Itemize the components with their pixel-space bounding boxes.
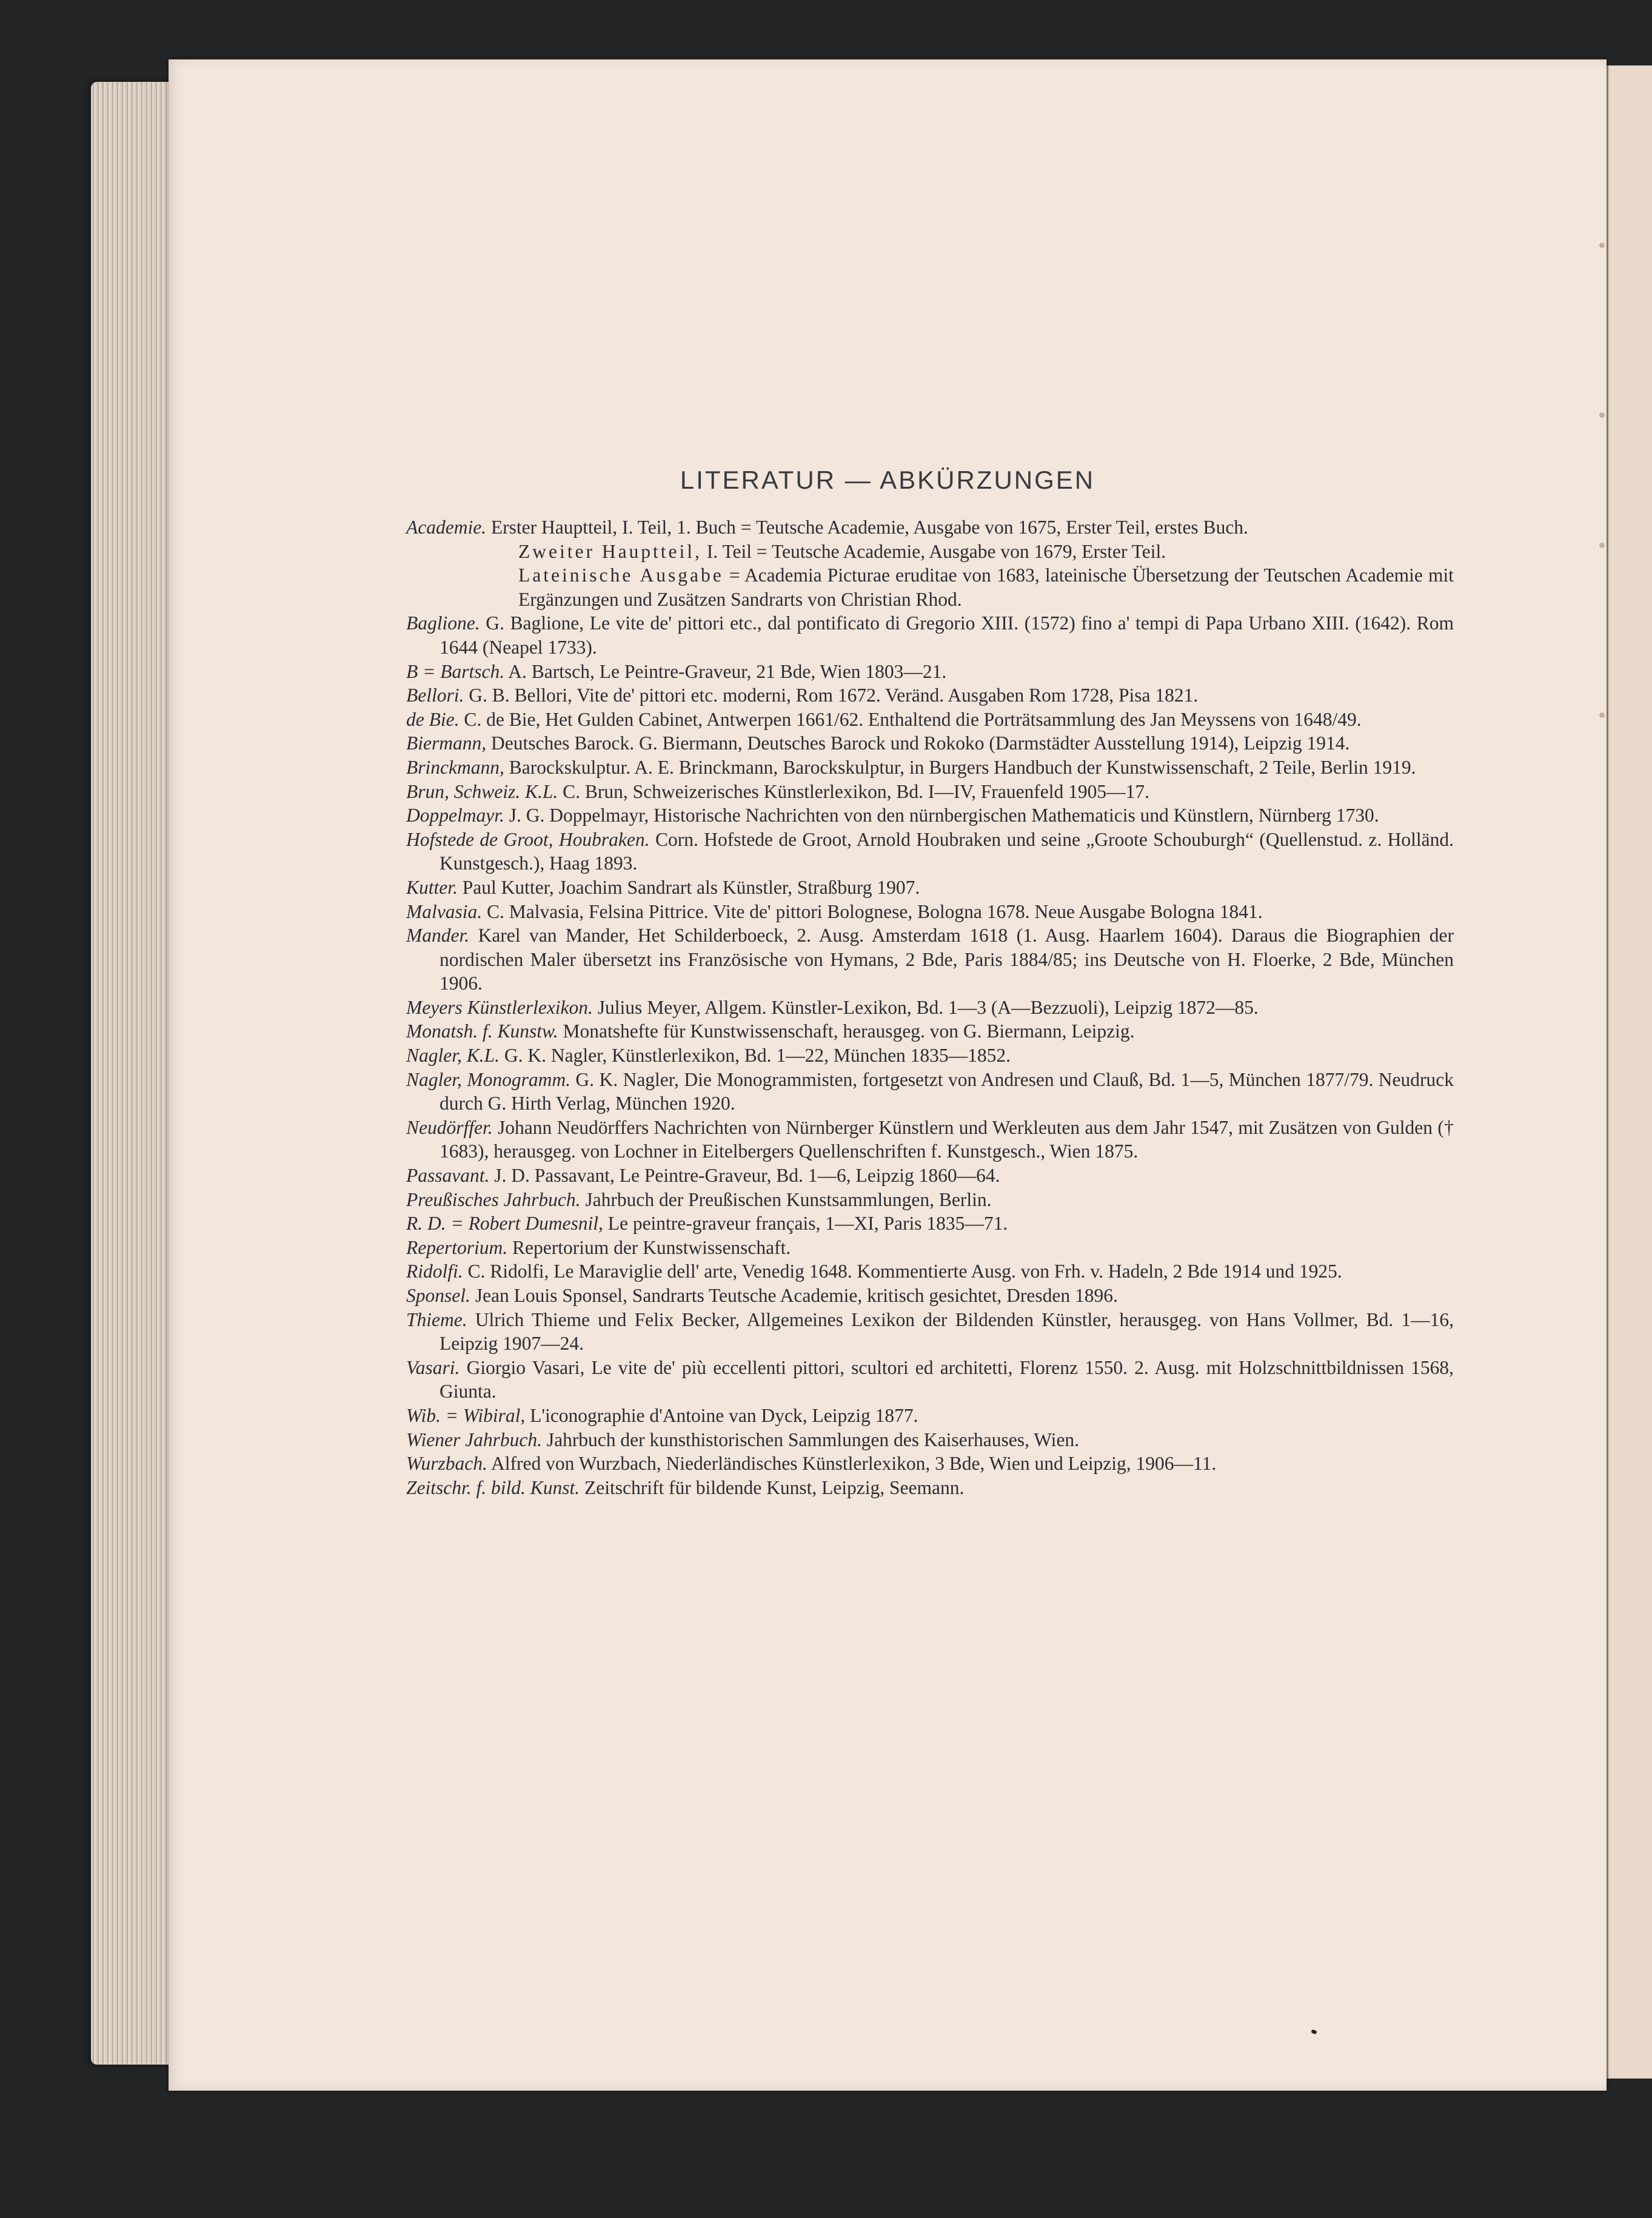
- entry-text: J. D. Passavant, Le Peintre-Graveur, Bd. 1—6, Leipzig 1860—64.: [494, 1165, 1000, 1187]
- entry-abbreviation: Thieme.: [406, 1308, 467, 1330]
- entry-label: Zweiter Hauptteil,: [518, 540, 702, 562]
- entry-text: Repertorium der Kunstwissenschaft.: [512, 1236, 791, 1258]
- entry-abbreviation: Nagler, Monogramm.: [406, 1068, 570, 1090]
- entry-label: Lateinische Ausgabe: [518, 565, 724, 586]
- entry-text: = Academia Picturae eruditae von 1683, lateinische Übersetzung der Teutschen Academie mit Ergänzungen und Zusätzen Sandrarts von Christian Rhod.: [518, 565, 1454, 610]
- entry-text: J. G. Doppelmayr, Historische Nachrichten von den nürnbergischen Mathematicis und Künstlern, Nürnberg 1730.: [509, 805, 1379, 826]
- entry-text: Johann Neudörffers Nachrichten von Nürnberger Künstlern und Werkleuten aus dem Jahr 1547, mit Zusätzen von Gulden († 1683), herausgeg. von Lochner in Eitelbergers Quellenschriften f. Kunstgesch., Wien 1875.: [440, 1116, 1454, 1162]
- entry-abbreviation: Wurzbach.: [406, 1453, 487, 1475]
- entry-abbreviation: Wiener Jahrbuch.: [406, 1429, 542, 1450]
- list-entry: [406, 611, 1454, 659]
- entry-text: Monatshefte für Kunstwissenschaft, herausgeg. von G. Biermann, Leipzig.: [563, 1020, 1135, 1042]
- entry-abbreviation: Mander.: [406, 925, 470, 947]
- entry-abbreviation: Doppelmayr.: [406, 805, 504, 826]
- list-entry: [406, 756, 1454, 780]
- adjacent-page-edge: [1607, 65, 1652, 2079]
- list-entry: [406, 1068, 1454, 1116]
- list-entry: [406, 923, 1454, 996]
- entry-text: Giorgio Vasari, Le vite de' più eccellenti pittori, scultori ed architetti, Florenz 1550. 2. Ausg. mit Holzschnittbildnissen 1568, Giunta.: [440, 1356, 1454, 1402]
- entry-text: G. B. Bellori, Vite de' pittori etc. moderni, Rom 1672. Veränd. Ausgaben Rom 1728, Pisa 1821.: [469, 685, 1199, 706]
- entry-abbreviation: Zeitschr. f. bild. Kunst.: [406, 1476, 580, 1498]
- entry-text: C. Malvasia, Felsina Pittrice. Vite de' pittori Bolognese, Bologna 1678. Neue Ausgabe Bologna 1841.: [486, 900, 1263, 922]
- entry-abbreviation: Monatsh. f. Kunstw.: [406, 1020, 558, 1042]
- entry-text: Alfred von Wurzbach, Niederländisches Künstlerlexikon, 3 Bde, Wien und Leipzig, 1906—11.: [491, 1453, 1217, 1475]
- list-entry: [406, 540, 1454, 564]
- list-entry: [406, 1308, 1454, 1356]
- page-title: LITERATUR — ABKÜRZUNGEN: [680, 466, 1095, 494]
- list-entry: [406, 660, 1454, 684]
- entry-abbreviation: Neudörffer.: [406, 1116, 493, 1138]
- entry-text: Karel van Mander, Het Schilderboeck, 2. Ausg. Amsterdam 1618 (1. Ausg. Haarlem 1604). Daraus die Biographien der nordischen Maler übersetzt ins Französische von Hymans, 2 Bde, Paris 1884/85; ins Deutsche von H. Floerke, 2 Bde, München 1906.: [440, 925, 1454, 994]
- list-entry: [406, 900, 1454, 924]
- list-entry: [406, 1356, 1454, 1404]
- entry-abbreviation: Bellori.: [406, 685, 464, 706]
- paper-speck: [1311, 2029, 1317, 2035]
- entry-abbreviation: de Bie.: [406, 708, 460, 730]
- entry-abbreviation: Sponsel.: [406, 1285, 470, 1306]
- entry-text: Deutsches Barock. G. Biermann, Deutsches Barock und Rokoko (Darmstädter Ausstellung 1914), Leipzig 1914.: [490, 732, 1350, 754]
- entry-text: Corn. Hofstede de Groot, Arnold Houbraken und seine „Groote Schouburgh“ (Quellenstud. z. Holländ. Kunstgesch.), Haag 1893.: [440, 828, 1454, 874]
- entry-abbreviation: Vasari.: [406, 1356, 460, 1378]
- entry-abbreviation: Meyers Künstlerlexikon.: [406, 996, 593, 1018]
- entry-abbreviation: R. D. = Robert Dumesnil,: [406, 1213, 603, 1235]
- list-entry: [406, 1404, 1454, 1428]
- list-entry: [406, 996, 1454, 1020]
- entry-text: Jahrbuch der kunsthistorischen Sammlungen des Kaiserhauses, Wien.: [546, 1429, 1080, 1450]
- entry-text: Erster Hauptteil, I. Teil, 1. Buch = Teutsche Academie, Ausgabe von 1675, Erster Teil, erstes Buch.: [490, 517, 1248, 538]
- list-entry: [406, 683, 1454, 708]
- entry-text: Barockskulptur. A. E. Brinckmann, Barockskulptur, in Burgers Handbuch der Kunstwissenschaft, 2 Teile, Berlin 1919.: [509, 756, 1416, 778]
- list-entry: [406, 1164, 1454, 1188]
- book-page-edges: [91, 82, 176, 2065]
- list-entry: [406, 780, 1454, 804]
- entry-abbreviation: Repertorium.: [406, 1236, 508, 1258]
- list-entry: [406, 1211, 1454, 1236]
- entry-abbreviation: Wib. = Wibiral,: [406, 1404, 526, 1426]
- list-entry: [406, 1476, 1454, 1500]
- binding-thread-mark: [1599, 543, 1605, 548]
- entry-abbreviation: Academie.: [406, 517, 487, 538]
- list-entry: [406, 563, 1454, 611]
- entry-text: Jean Louis Sponsel, Sandrarts Teutsche Academie, kritisch gesichtet, Dresden 1896.: [475, 1285, 1118, 1306]
- list-entry: [406, 708, 1454, 732]
- entry-abbreviation: B = Bartsch.: [406, 660, 505, 682]
- entry-text: G. Baglione, Le vite de' pittori etc., dal pontificato di Gregorio XIII. (1572) fino a' tempi di Papa Urbano XIII. (1642). Rom 1644 (Neapel 1733).: [440, 612, 1454, 658]
- entry-text: L'iconographie d'Antoine van Dyck, Leipzig 1877.: [530, 1404, 918, 1426]
- entry-abbreviation: Biermann,: [406, 732, 487, 754]
- list-entry: [406, 1428, 1454, 1452]
- list-entry: [406, 1284, 1454, 1308]
- entry-abbreviation: Brun, Schweiz. K.L.: [406, 780, 558, 802]
- entry-abbreviation: Passavant.: [406, 1165, 490, 1187]
- list-entry: [406, 1044, 1454, 1068]
- list-entry: [406, 731, 1454, 756]
- entry-abbreviation: Ridolfi.: [406, 1261, 463, 1282]
- entry-text: Jahrbuch der Preußischen Kunstsammlungen, Berlin.: [585, 1188, 992, 1210]
- entry-text: G. K. Nagler, Künstlerlexikon, Bd. 1—22, München 1835—1852.: [504, 1045, 1011, 1067]
- list-entry: [406, 1116, 1454, 1164]
- abbreviation-list: [406, 515, 1454, 1499]
- list-entry: [406, 1188, 1454, 1212]
- binding-thread-mark: [1599, 243, 1605, 248]
- entry-abbreviation: Nagler, K.L.: [406, 1045, 500, 1067]
- entry-abbreviation: Brinckmann,: [406, 756, 504, 778]
- list-entry: [406, 803, 1454, 828]
- book-page: [169, 59, 1607, 2091]
- entry-text: A. Bartsch, Le Peintre-Graveur, 21 Bde, Wien 1803—21.: [508, 660, 947, 682]
- entry-text: C. Ridolfi, Le Maraviglie dell' arte, Venedig 1648. Kommentierte Ausg. von Frh. v. Hadeln, 2 Bde 1914 und 1925.: [467, 1261, 1342, 1282]
- list-entry: [406, 1019, 1454, 1044]
- binding-thread-mark: [1599, 712, 1605, 718]
- entry-text: Le peintre-graveur français, 1—XI, Paris 1835—71.: [607, 1213, 1008, 1235]
- entry-text: Paul Kutter, Joachim Sandrart als Künstler, Straßburg 1907.: [462, 876, 920, 898]
- list-entry: [406, 1236, 1454, 1260]
- entry-abbreviation: Malvasia.: [406, 900, 483, 922]
- entry-abbreviation: Hofstede de Groot, Houbraken.: [406, 828, 650, 850]
- list-entry: [406, 1452, 1454, 1476]
- entry-text: C. Brun, Schweizerisches Künstlerlexikon, Bd. I—IV, Frauenfeld 1905—17.: [563, 780, 1150, 802]
- entry-text: G. K. Nagler, Die Monogrammisten, fortgesetzt von Andresen und Clauß, Bd. 1—5, München 1877/79. Neudruck durch G. Hirth Verlag, München 1920.: [440, 1068, 1454, 1114]
- entry-text: Ulrich Thieme und Felix Becker, Allgemeines Lexikon der Bildenden Künstler, herausgeg. von Hans Vollmer, Bd. 1—16, Leipzig 1907—24.: [440, 1308, 1454, 1355]
- entry-text: Julius Meyer, Allgem. Künstler-Lexikon, Bd. 1—3 (A—Bezzuoli), Leipzig 1872—85.: [597, 996, 1259, 1018]
- entry-abbreviation: Kutter.: [406, 876, 458, 898]
- entry-text: Zeitschrift für bildende Kunst, Leipzig, Seemann.: [584, 1476, 965, 1498]
- list-entry: [406, 1259, 1454, 1284]
- list-entry: [406, 828, 1454, 876]
- entry-text: C. de Bie, Het Gulden Cabinet, Antwerpen 1661/62. Enthaltend die Porträtsammlung des Jan Meyssens von 1648/49.: [464, 708, 1362, 730]
- entry-text: I. Teil = Teutsche Academie, Ausgabe von 1679, Erster Teil.: [706, 540, 1166, 562]
- list-entry: [406, 876, 1454, 900]
- binding-thread-mark: [1599, 412, 1605, 418]
- list-entry: [406, 515, 1454, 540]
- entry-abbreviation: Baglione.: [406, 612, 480, 634]
- entry-abbreviation: Preußisches Jahrbuch.: [406, 1188, 581, 1210]
